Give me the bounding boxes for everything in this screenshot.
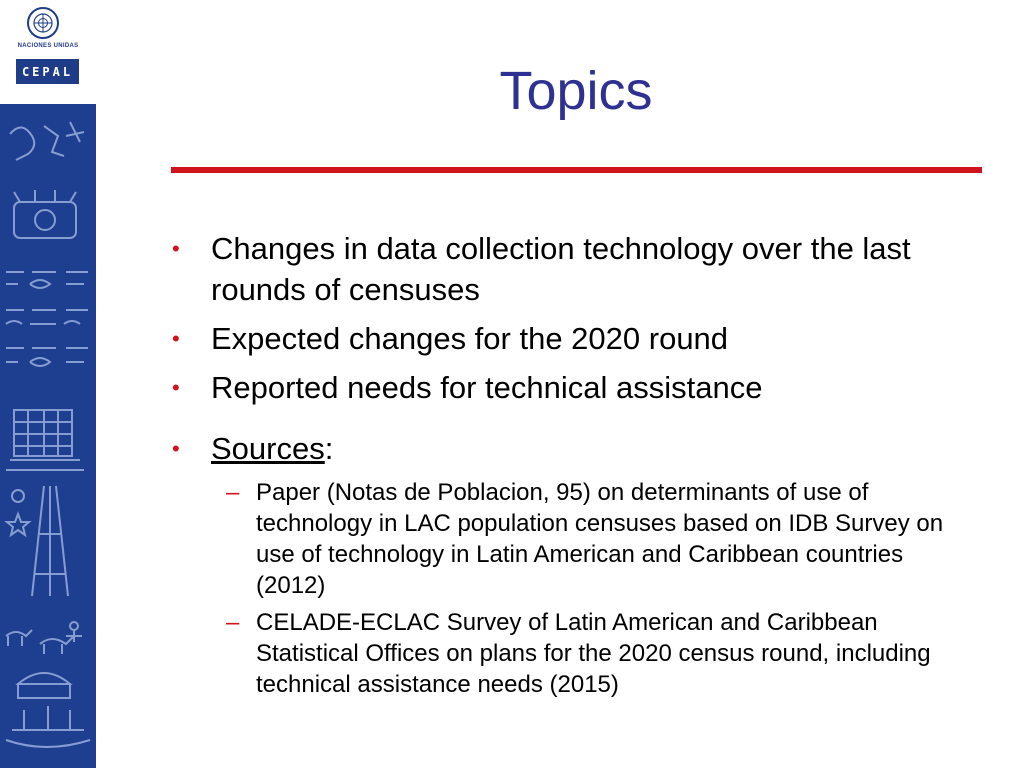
un-emblem-icon xyxy=(26,6,60,40)
slide-title: Topics xyxy=(499,61,653,121)
decorative-sidebar xyxy=(0,104,96,768)
source-text: Paper (Notas de Poblacion, 95) on determinants of use of technology in LAC population censuses based on IDB Survey on use of technology in Latin American and Caribbean countries (2012) xyxy=(256,479,944,599)
sources-label: Sources xyxy=(211,431,325,466)
bullet-dot-icon: • xyxy=(172,436,180,461)
cepal-wordmark: CEPAL xyxy=(16,59,79,84)
dash-bullet-icon: – xyxy=(226,609,240,636)
bullet-item xyxy=(168,367,978,408)
petroglyph-pattern-icon xyxy=(0,104,96,768)
slide-content xyxy=(168,228,978,706)
dash-bullet-icon: – xyxy=(226,479,240,506)
bullet-item xyxy=(168,318,978,359)
sources-suffix: : xyxy=(324,431,334,466)
bullet-dot-icon: • xyxy=(172,375,180,400)
bullet-item xyxy=(168,228,978,310)
bullet-text: Changes in data collection technology over the last rounds of censuses xyxy=(211,231,911,307)
bullet-dot-icon: • xyxy=(172,326,180,351)
bullet-dot-icon: • xyxy=(172,236,180,261)
sources-bullet xyxy=(168,428,978,469)
source-item xyxy=(226,477,978,601)
cepal-logo xyxy=(0,0,96,100)
source-text: CELADE-ECLAC Survey of Latin American and Caribbean Statistical Offices on plans for the 2020 census round, including technical assistance needs (2015) xyxy=(256,609,931,698)
bullet-text: Expected changes for the 2020 round xyxy=(211,321,729,356)
un-text: NACIONES UNIDAS xyxy=(17,43,79,49)
source-item xyxy=(226,607,978,700)
bullet-text: Reported needs for technical assistance xyxy=(211,370,763,405)
title-divider xyxy=(171,167,982,173)
